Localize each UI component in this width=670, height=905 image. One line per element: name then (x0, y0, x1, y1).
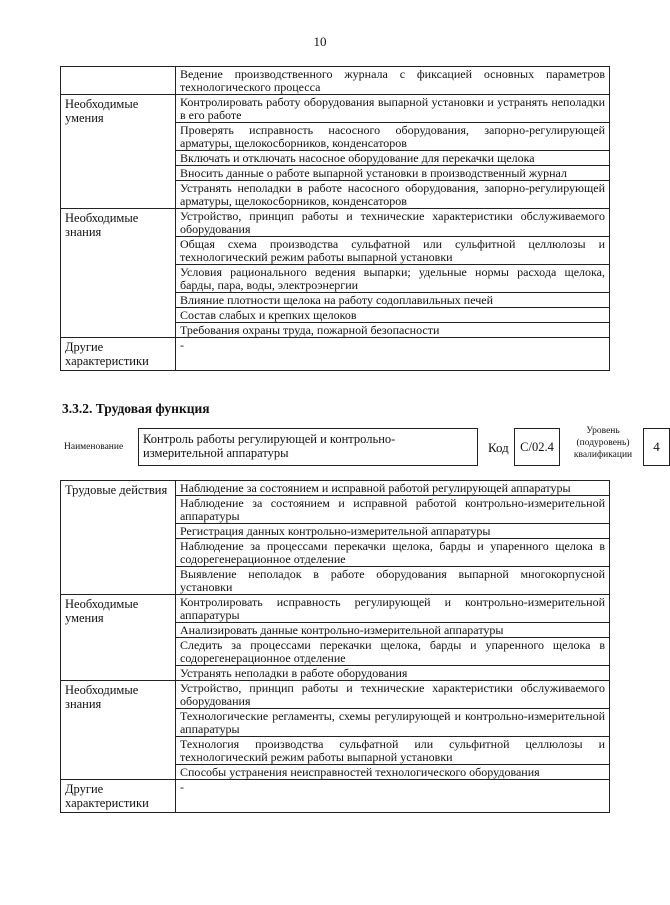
table-cell: Следить за процессами перекачки щелока, барды и упаренного щелока в содорегенерационное отделение (176, 638, 610, 666)
table-cell: Способы устранения неисправностей технологического оборудования (176, 765, 610, 780)
competency-table-continued (60, 66, 610, 371)
table-cell: Контролировать исправность регулирующей и контрольно-измерительной аппаратуры (176, 595, 610, 623)
table-cell: Устранять неполадки в работе насосного оборудования, запорно-регулирующей арматуры, щелокосборников, конденсаторов (176, 181, 610, 209)
row-group-label: Необходимые умения (61, 95, 176, 209)
row-group-label: Другие характеристики (61, 338, 176, 371)
name-label: Наименование (64, 442, 124, 452)
row-group-label: Необходимые знания (61, 681, 176, 780)
code-label: Код (488, 440, 509, 455)
table-row (61, 681, 610, 709)
row-group-label: Другие характеристики (61, 780, 176, 813)
table-cell: Требования охраны труда, пожарной безопасности (176, 323, 610, 338)
table-cell: Устройство, принцип работы и технические характеристики обслуживаемого оборудования (176, 681, 610, 709)
table-cell: Наблюдение за процессами перекачки щелока, барды и упаренного щелока в содорегенерационное отделение (176, 539, 610, 567)
table-row (61, 209, 610, 237)
table-cell: Вносить данные о работе выпарной установки в производственный журнал (176, 166, 610, 181)
labor-function-header (60, 423, 660, 469)
table-row (61, 595, 610, 623)
table-cell: - (176, 780, 610, 813)
table-row (61, 95, 610, 123)
table-cell: Проверять исправность насосного оборудования, запорно-регулирующей арматуры, щелокосборников, конденсаторов (176, 123, 610, 151)
level-label: Уровень (подуровень) квалификации (573, 426, 633, 460)
table-row (61, 338, 610, 371)
row-group-label (61, 67, 176, 95)
table-row (61, 481, 610, 496)
table-cell: Регистрация данных контрольно-измерительной аппаратуры (176, 524, 610, 539)
table-cell: Условия рационального ведения выпарки; удельные нормы расхода щелока, барды, пара, воды, электроэнергии (176, 265, 610, 293)
table-cell: Наблюдение за состоянием и исправной работой регулирующей аппаратуры (176, 481, 610, 496)
row-group-label: Необходимые знания (61, 209, 176, 338)
table-cell: Технология производства сульфатной или сульфитной целлюлозы и технологический режим работы выпарной установки (176, 737, 610, 765)
qualification-level: 4 (643, 428, 670, 466)
row-group-label: Трудовые действия (61, 481, 176, 595)
table-cell: - (176, 338, 610, 371)
table-row (61, 67, 610, 95)
competency-table (60, 480, 610, 813)
page-number: 10 (313, 34, 327, 49)
table-row (61, 780, 610, 813)
table-cell: Контролировать работу оборудования выпарной установки и устранять неполадки в его работе (176, 95, 610, 123)
function-name: Контроль работы регулирующей и контрольно-измерительной аппаратуры (138, 428, 478, 466)
table-cell: Анализировать данные контрольно-измерительной аппаратуры (176, 623, 610, 638)
table-cell: Общая схема производства сульфатной или сульфитной целлюлозы и технологический режим работы выпарной установки (176, 237, 610, 265)
table-cell: Технологические регламенты, схемы регулирующей и контрольно-измерительной аппаратуры (176, 709, 610, 737)
table-cell: Устройство, принцип работы и технические характеристики обслуживаемого оборудования (176, 209, 610, 237)
table-cell: Включать и отключать насосное оборудование для перекачки щелока (176, 151, 610, 166)
function-code: С/02.4 (514, 428, 560, 466)
section-heading: 3.3.2. Трудовая функция (62, 401, 210, 416)
table-cell: Ведение производственного журнала с фиксацией основных параметров технологического процесса (176, 67, 610, 95)
table-cell: Устранять неполадки в работе оборудования (176, 666, 610, 681)
row-group-label: Необходимые умения (61, 595, 176, 681)
table-cell: Состав слабых и крепких щелоков (176, 308, 610, 323)
table-cell: Выявление неполадок в работе оборудования выпарной многокорпусной установки (176, 567, 610, 595)
table-cell: Наблюдение за состоянием и исправной работой контрольно-измерительной аппаратуры (176, 496, 610, 524)
table-cell: Влияние плотности щелока на работу содоплавильных печей (176, 293, 610, 308)
